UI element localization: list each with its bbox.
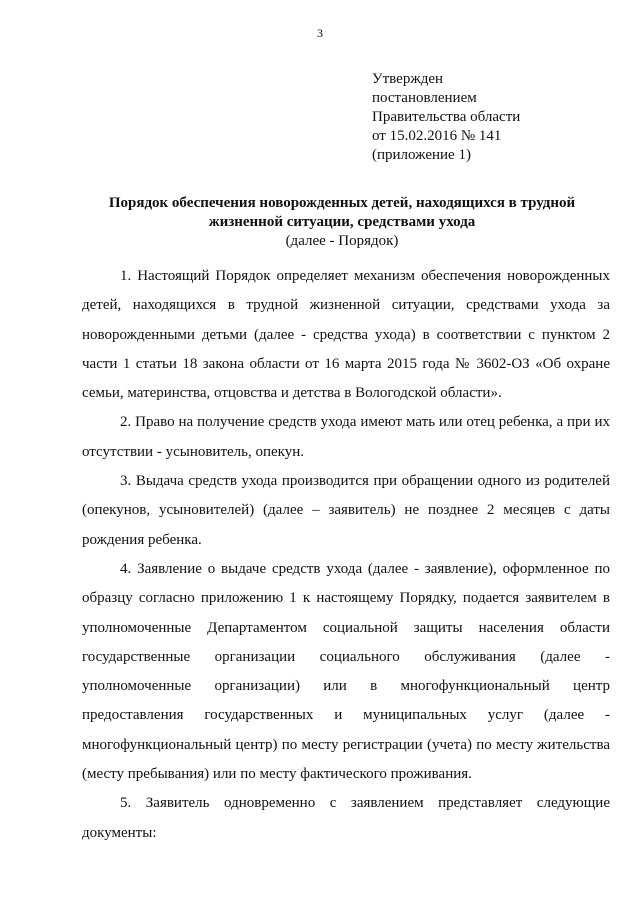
title-line: Порядок обеспечения новорожденных детей, находящихся в трудной — [108, 195, 576, 211]
approval-line: (приложение 1) — [372, 147, 471, 163]
paragraph-2: 2. Право на получение средств ухода имеют мать или отец ребенка, а при их отсутствии - усыновитель, опекун. — [82, 414, 610, 460]
title-subtitle: (далее - Порядок) — [285, 233, 399, 249]
title-line: жизненной ситуации, средствами ухода — [208, 214, 476, 230]
paragraph-4: 4. Заявление о выдаче средств ухода (далее - заявление), оформленное по образцу согласно приложению 1 к настоящему Порядку, подается заявителем в уполномоченные Департаментом социальной защиты населения области государственные организации социального обслуживания (далее - уполномоченные организации) или в многофункциональный центр предоставления государственных и муниципальных услуг (далее - многофункциональный центр) по месту регистрации (учета) по месту жительства (месту пребывания) или по месту фактического проживания. — [82, 560, 610, 783]
paragraph-1: 1. Настоящий Порядок определяет механизм обеспечения новорожденных детей, находящихся в трудной жизненной ситуации, средствами ухода за новорожденными детьми (далее - средства ухода) в соответствии с пунктом 2 части 1 статьи 18 закона области от 16 марта 2015 года № 3602-ОЗ «Об охране семьи, материнства, отцовства и детства в Вологодской области». — [82, 268, 610, 402]
document-body — [82, 262, 610, 848]
page-number: 3 — [317, 26, 323, 40]
document-title — [95, 194, 589, 251]
approval-stamp-block — [372, 70, 520, 165]
paragraph-5: 5. Заявитель одновременно с заявлением представляет следующие документы: — [82, 795, 610, 841]
approval-line: постановлением — [372, 90, 477, 106]
approval-line: Правительства области — [372, 109, 521, 125]
approval-line: от 15.02.2016 № 141 — [372, 128, 502, 144]
approval-line: Утвержден — [372, 71, 444, 87]
paragraph-3: 3. Выдача средств ухода производится при обращении одного из родителей (опекунов, усыновителей) (далее – заявитель) не позднее 2 месяцев с даты рождения ребенка. — [82, 473, 610, 548]
